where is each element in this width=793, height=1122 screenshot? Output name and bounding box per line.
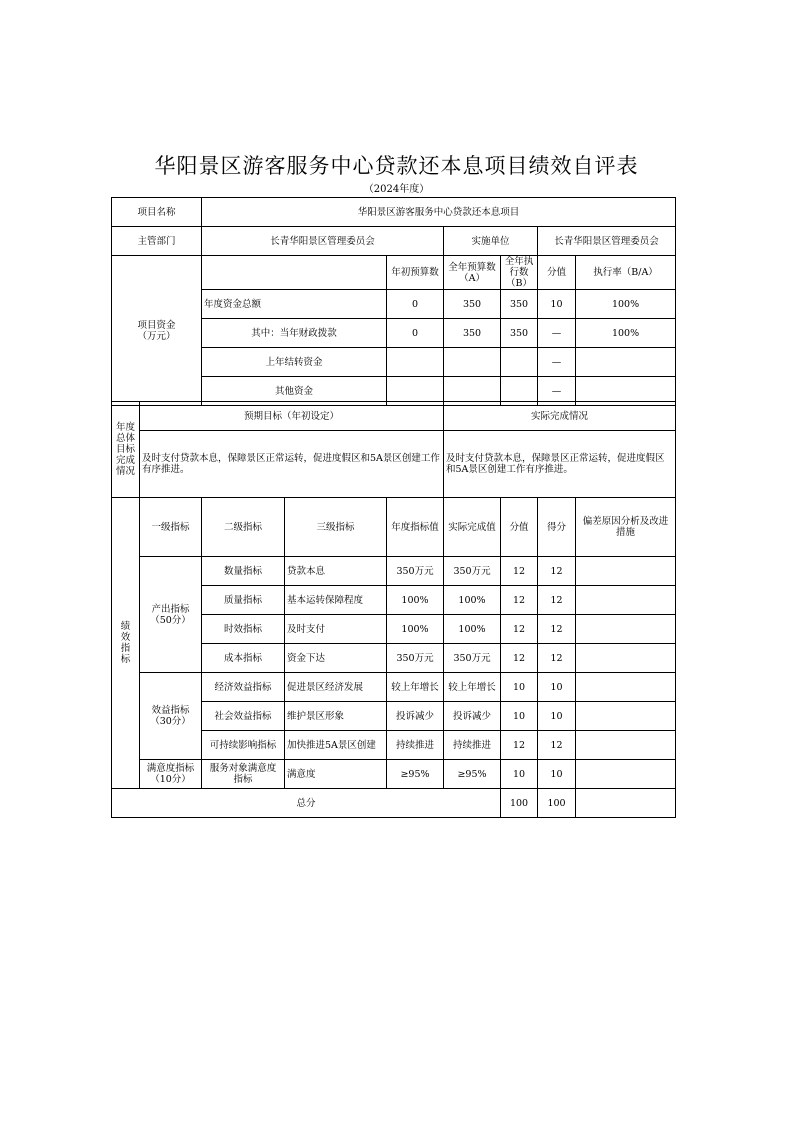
funds-row-label: 上年结转资金 [202, 348, 387, 377]
reason-cell [576, 644, 676, 673]
indicators-label: 绩 效 指 标 [112, 498, 140, 789]
funds-row-label: 年度资金总额 [202, 290, 387, 319]
actual-cell: 350万元 [444, 557, 501, 586]
level3-cell: 基本运转保障程度 [285, 586, 387, 615]
level2-cell: 经济效益指标 [202, 673, 285, 702]
score-cell: 10 [538, 760, 576, 789]
col-initial-budget: 年初预算数 [387, 256, 444, 290]
funds-score-value: 10 [538, 290, 576, 319]
score-cell: 12 [538, 644, 576, 673]
level1-output: 产出指标 （50分） [140, 557, 202, 673]
goals-header-row [112, 402, 676, 431]
target-cell: 100% [387, 615, 444, 644]
level1-benefit: 效益指标 （30分） [140, 673, 202, 760]
level3-cell: 维护景区形象 [285, 702, 387, 731]
page-title: 华阳景区游客服务中心贷款还本息项目绩效自评表 [154, 154, 639, 178]
level1-satisfaction: 满意度指标 （10分） [140, 760, 202, 789]
year-subtitle: （2024年度） [363, 184, 430, 195]
level3-cell: 资金下达 [285, 644, 387, 673]
col-actual: 实际完成值 [444, 498, 501, 557]
table-row [112, 760, 676, 789]
goals-content-row [112, 431, 676, 498]
table-row [112, 673, 676, 702]
level2-cell: 质量指标 [202, 586, 285, 615]
table-row [112, 557, 676, 586]
score-value-cell: 10 [501, 673, 538, 702]
target-cell: 350万元 [387, 644, 444, 673]
actual-cell: 持续推进 [444, 731, 501, 760]
col-reason: 偏差原因分析及改进 措施 [576, 498, 676, 557]
funds-exec: 350 [501, 319, 538, 348]
score-value-cell: 12 [501, 731, 538, 760]
project-name-row [112, 198, 676, 227]
col-executed: 全年执行数 （B） [501, 256, 538, 290]
total-score: 100 [538, 789, 576, 818]
score-value-cell: 12 [501, 557, 538, 586]
funds-initial: 0 [387, 290, 444, 319]
score-value-cell: 12 [501, 615, 538, 644]
funds-full: 350 [444, 290, 501, 319]
score-cell: 12 [538, 586, 576, 615]
funds-row-label: 其他资金 [202, 377, 387, 406]
evaluation-table [111, 197, 676, 406]
funds-score-value: — [538, 319, 576, 348]
funds-rate [576, 348, 676, 377]
col-level3: 三级指标 [285, 498, 387, 557]
department-row [112, 227, 676, 256]
funds-row-label: 其中：当年财政拨款 [202, 319, 387, 348]
dept-label: 主管部门 [112, 227, 202, 256]
funds-score-value: — [538, 348, 576, 377]
score-cell: 10 [538, 673, 576, 702]
level3-cell: 及时支付 [285, 615, 387, 644]
funds-blank-header [202, 256, 387, 290]
col-score: 得分 [538, 498, 576, 557]
col-score-value: 分值 [501, 498, 538, 557]
level3-cell: 贷款本息 [285, 557, 387, 586]
level2-cell: 时效指标 [202, 615, 285, 644]
target-cell: 100% [387, 586, 444, 615]
score-value-cell: 10 [501, 702, 538, 731]
funds-initial [387, 348, 444, 377]
reason-cell [576, 702, 676, 731]
score-value-cell: 12 [501, 644, 538, 673]
actual-cell: 投诉减少 [444, 702, 501, 731]
funds-initial: 0 [387, 319, 444, 348]
funds-exec [501, 348, 538, 377]
score-value-cell: 10 [501, 760, 538, 789]
actual-cell: 100% [444, 586, 501, 615]
total-row [112, 789, 676, 818]
funds-header-row [112, 256, 676, 290]
expected-goal-text: 及时支付贷款本息，保障景区正常运转，促进度假区和5A景区创建工作有序推进。 [140, 431, 444, 498]
score-cell: 12 [538, 557, 576, 586]
actual-result-text: 及时支付贷款本息，保障景区正常运转，促进度假区和5A景区创建工作有序推进。 [444, 431, 676, 498]
level2-cell: 服务对象满意度 指标 [202, 760, 285, 789]
total-label: 总分 [112, 789, 501, 818]
funds-rate: 100% [576, 319, 676, 348]
dept-value: 长青华阳景区管理委员会 [202, 227, 444, 256]
funds-rate: 100% [576, 290, 676, 319]
total-score-value: 100 [501, 789, 538, 818]
level2-cell: 可持续影响指标 [202, 731, 285, 760]
reason-cell [576, 586, 676, 615]
score-cell: 12 [538, 731, 576, 760]
score-cell: 10 [538, 702, 576, 731]
target-cell: 投诉减少 [387, 702, 444, 731]
score-value-cell: 12 [501, 586, 538, 615]
total-reason [576, 789, 676, 818]
funds-full: 350 [444, 319, 501, 348]
target-cell: 350万元 [387, 557, 444, 586]
col-exec-rate: 执行率（B/A） [576, 256, 676, 290]
indicator-header-row [112, 498, 676, 557]
level3-cell: 促进景区经济发展 [285, 673, 387, 702]
level2-cell: 成本指标 [202, 644, 285, 673]
goals-label: 年度 总体 目标 完成 情况 [112, 402, 140, 498]
level3-cell: 满意度 [285, 760, 387, 789]
actual-cell: 100% [444, 615, 501, 644]
col-target: 年度指标值 [387, 498, 444, 557]
funds-full [444, 348, 501, 377]
indicator-table [111, 401, 676, 818]
reason-cell [576, 557, 676, 586]
reason-cell [576, 673, 676, 702]
level3-cell: 加快推进5A景区创建 [285, 731, 387, 760]
score-cell: 12 [538, 615, 576, 644]
col-score-value: 分值 [538, 256, 576, 290]
funds-label: 项目资金 （万元） [112, 256, 202, 406]
project-name-label: 项目名称 [112, 198, 202, 227]
reason-cell [576, 615, 676, 644]
target-cell: 较上年增长 [387, 673, 444, 702]
level2-cell: 社会效益指标 [202, 702, 285, 731]
actual-cell: 350万元 [444, 644, 501, 673]
col-full-budget: 全年预算数 （A） [444, 256, 501, 290]
project-name-value: 华阳景区游客服务中心贷款还本息项目 [202, 198, 676, 227]
funds-score-value: — [538, 377, 576, 406]
col-level2: 二级指标 [202, 498, 285, 557]
target-cell: 持续推进 [387, 731, 444, 760]
unit-label: 实施单位 [444, 227, 538, 256]
reason-cell [576, 760, 676, 789]
level2-cell: 数量指标 [202, 557, 285, 586]
actual-cell: 较上年增长 [444, 673, 501, 702]
expected-goal-header: 预期目标（年初设定） [140, 402, 444, 431]
actual-result-header: 实际完成情况 [444, 402, 676, 431]
unit-value: 长青华阳景区管理委员会 [538, 227, 676, 256]
actual-cell: ≥95% [444, 760, 501, 789]
reason-cell [576, 731, 676, 760]
target-cell: ≥95% [387, 760, 444, 789]
funds-exec: 350 [501, 290, 538, 319]
col-level1: 一级指标 [140, 498, 202, 557]
